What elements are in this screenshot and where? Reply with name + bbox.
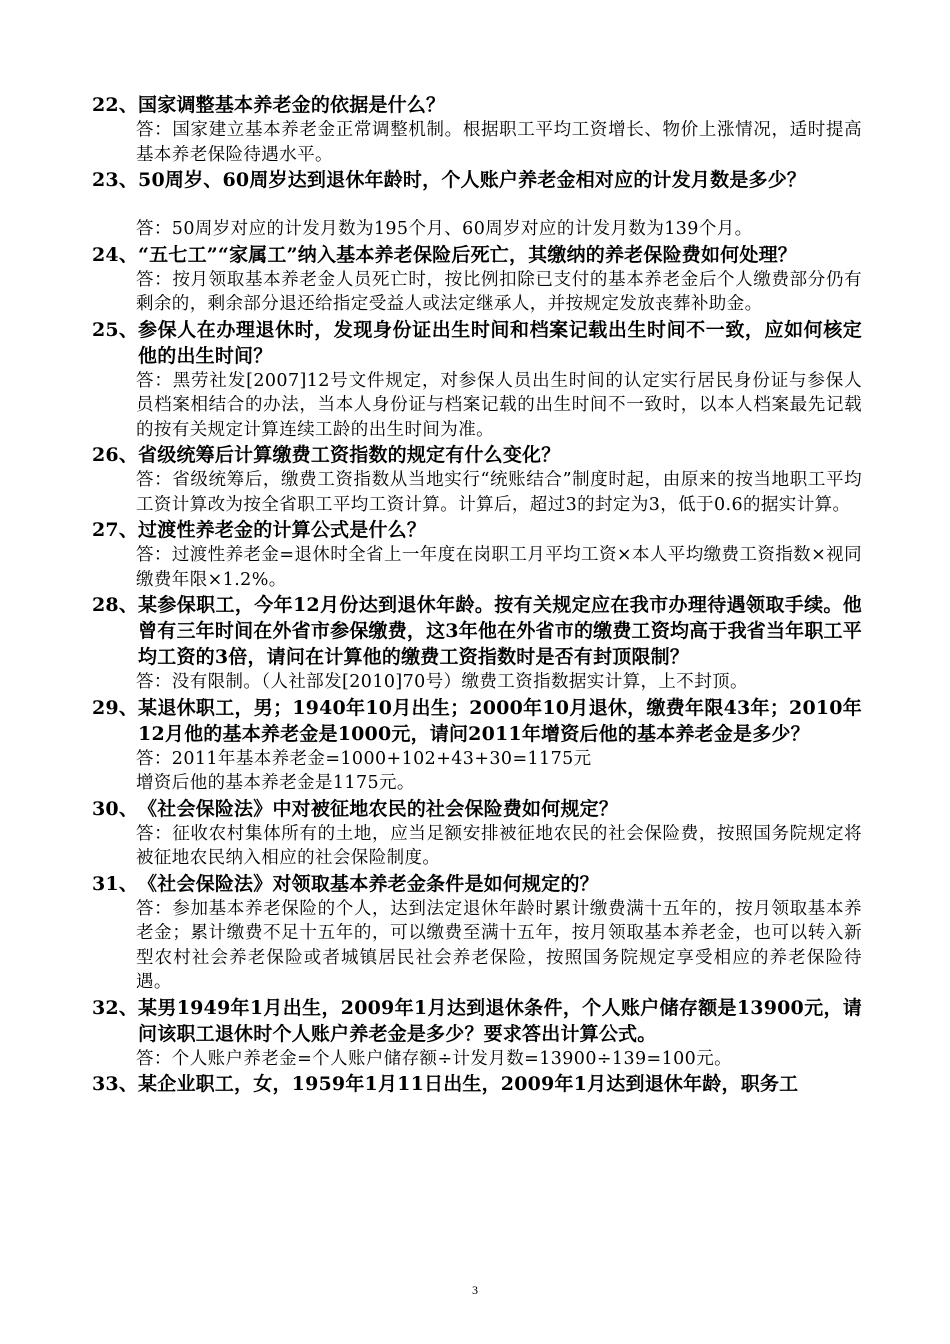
question-text: 50周岁、60周岁达到退休年龄时，个人账户养老金相对应的计发月数是多少？	[138, 169, 807, 191]
question-number: 30、	[92, 797, 139, 820]
answer-text: 答：黑劳社发[2007]12号文件规定，对参保人员出生时间的认定实行居民身份证与参保人员档案相结合的办法，当本人身份证与档案记载的出生时间不一致时，以本人档案最先记载的按有关规定计算连续工龄的出生时间为准。	[136, 370, 862, 440]
answer-26	[92, 468, 862, 517]
qa-item-32	[92, 995, 862, 1072]
question-text: 国家调整基本养老金的依据是什么？	[138, 94, 446, 116]
question-text: 某参保职工，今年12月份达到退休年龄。按有关规定应在我市办理待遇领取手续。他曾有三年时间在外省市参保缴费，这3年他在外省市的缴费工资均高于我省当年职工平均工资的3倍，请问在计算他的缴费工资指数时是否有封顶限制？	[138, 594, 862, 668]
answer-32	[92, 1047, 862, 1072]
answer-text: 答：省级统筹后，缴费工资指数从当地实行“统账结合”制度时起，由原来的按当地职工平均工资计算改为按全省职工平均工资计算。计算后，超过3的封定为3，低于0.6的据实计算。	[136, 470, 862, 515]
answer-text: 答：50周岁对应的计发月数为195个月、60周岁对应的计发月数为139个月。	[136, 219, 753, 239]
question-number: 26、	[92, 444, 139, 466]
answer-text: 答：参加基本养老保险的个人，达到法定退休年龄时累计缴费满十五年的，按月领取基本养老金；累计缴费不足十五年的，可以缴费至满十五年，按月领取基本养老金，也可以转入新型农村社会养老保险或者城镇居民社会养老保险，按照国务院规定享受相应的养老保险待遇。	[136, 898, 862, 992]
question-24	[92, 242, 862, 268]
answer-23	[92, 217, 862, 242]
qa-item-33	[92, 1071, 862, 1097]
question-33	[92, 1071, 862, 1097]
qa-item-30	[92, 796, 862, 871]
qa-item-29	[92, 695, 862, 796]
question-25	[92, 317, 862, 369]
question-22	[92, 92, 862, 118]
answer-24	[92, 268, 862, 317]
qa-item-31	[92, 871, 862, 995]
qa-list	[92, 92, 862, 1097]
question-31	[92, 871, 862, 897]
question-number: 32、	[92, 996, 139, 1019]
qa-item-25	[92, 317, 862, 443]
question-text: 省级统筹后计算缴费工资指数的规定有什么变化？	[138, 444, 561, 466]
answer-30	[92, 822, 862, 871]
question-number: 25、	[92, 318, 139, 341]
question-23	[92, 167, 862, 193]
question-number: 23、	[92, 169, 139, 191]
qa-item-23	[92, 167, 862, 242]
question-number: 22、	[92, 94, 139, 116]
answer-22	[92, 118, 862, 167]
question-28	[92, 592, 862, 670]
answer-29	[92, 747, 862, 796]
qa-item-24	[92, 242, 862, 317]
question-27	[92, 517, 862, 543]
answer-text: 答：没有限制。（人社部发[2010]70号）缴费工资指数据实计算，上不封顶。	[136, 672, 748, 692]
question-text: 参保人在办理退休时，发现身份证出生时间和档案记载出生时间不一致，应如何核定他的出生时间？	[138, 318, 862, 367]
question-number: 24、	[92, 243, 139, 266]
answer-27	[92, 543, 862, 592]
question-text: 某男1949年1月出生，2009年1月达到退休条件，个人账户储存额是13900元，请问该职工退休时个人账户养老金是多少？要求答出计算公式。	[138, 996, 862, 1045]
qa-item-26	[92, 442, 862, 517]
question-29	[92, 695, 862, 747]
question-text: “五七工”“家属工”纳入基本养老保险后死亡，其缴纳的养老保险费如何处理？	[138, 243, 797, 266]
page-number: 3	[472, 1283, 478, 1297]
question-number: 28、	[92, 594, 139, 616]
answer-28	[92, 670, 862, 695]
answer-text: 答：按月领取基本养老金人员死亡时，按比例扣除已支付的基本养老金后个人缴费部分仍有剩余的，剩余部分退还给指定受益人或法定继承人，并按规定发放丧葬补助金。	[136, 269, 862, 314]
answer-31	[92, 897, 862, 995]
question-number: 33、	[92, 1073, 139, 1095]
question-30	[92, 796, 862, 822]
qa-item-22	[92, 92, 862, 167]
question-text: 《社会保险法》对领取基本养老金条件是如何规定的？	[138, 872, 599, 895]
answer-text: 答：个人账户养老金=个人账户储存额÷计发月数=13900÷139=100元。	[136, 1048, 732, 1069]
qa-item-28	[92, 592, 862, 695]
question-text: 过渡性养老金的计算公式是什么？	[138, 519, 427, 541]
question-number: 31、	[92, 872, 139, 895]
answer-text: 答：2011年基本养老金=1000+102+43+30=1175元	[136, 748, 592, 769]
answer-25	[92, 369, 862, 443]
question-text: 某企业职工，女，1959年1月11日出生，2009年1月达到退休年龄，职务工	[138, 1073, 799, 1095]
qa-item-27	[92, 517, 862, 592]
answer-text: 答：征收农村集体所有的土地，应当足额安排被征地农民的社会保险费，按照国务院规定将被征地农民纳入相应的社会保险制度。	[136, 823, 862, 868]
answer-text: 答：国家建立基本养老金正常调整机制。根据职工平均工资增长、物价上涨情况，适时提高基本养老保险待遇水平。	[136, 120, 862, 165]
question-32	[92, 995, 862, 1047]
question-number: 29、	[92, 696, 139, 719]
question-text: 《社会保险法》中对被征地农民的社会保险费如何规定？	[138, 797, 619, 820]
question-text: 某退休职工，男；1940年10月出生；2000年10月退休，缴费年限43年；2010年12月他的基本养老金是1000元，请问2011年增资后他的基本养老金是多少？	[138, 696, 862, 745]
answer-text: 增资后他的基本养老金是1175元。	[136, 773, 415, 793]
question-number: 27、	[92, 519, 139, 541]
question-26	[92, 442, 862, 468]
answer-text: 答：过渡性养老金=退休时全省上一年度在岗职工月平均工资×本人平均缴费工资指数×视同缴费年限×1.2%。	[136, 545, 862, 590]
